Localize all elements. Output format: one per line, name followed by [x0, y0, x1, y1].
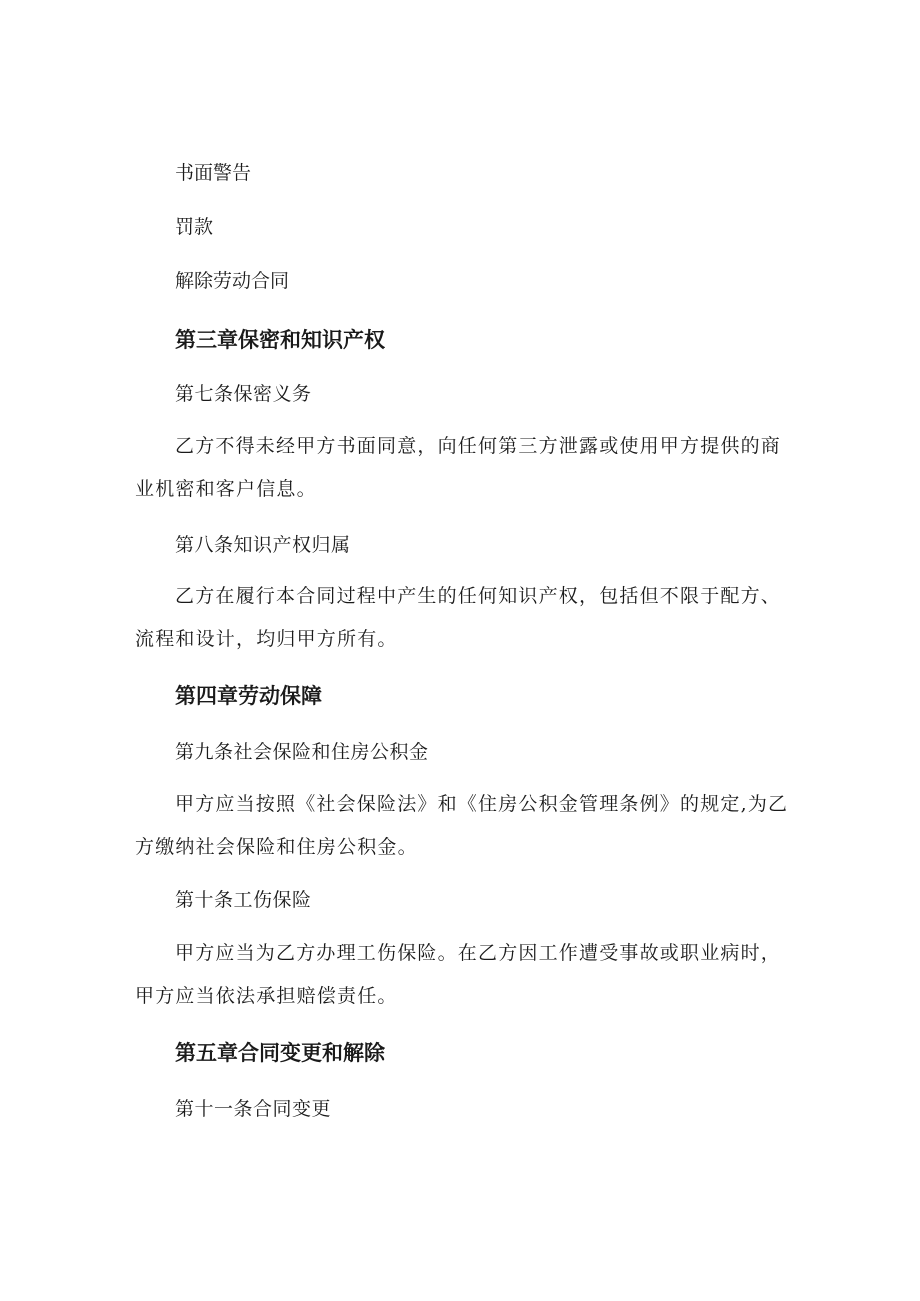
article-8-heading: 第八条知识产权归属	[175, 534, 351, 556]
list-item-fine: 罚款	[175, 216, 214, 238]
article-7-text: 乙方不得未经甲方书面同意，向任何第三方泄露或使用甲方提供的商业机密和客户信息。	[135, 435, 782, 500]
list-item-terminate-contract: 解除劳动合同	[175, 270, 290, 292]
article-10-text: 甲方应当为乙方办理工伤保险。在乙方因工作遭受事故或职业病时，甲方应当依法承担赔偿责任。	[135, 942, 782, 1007]
article-10-heading: 第十条工伤保险	[175, 889, 312, 911]
article-11-heading: 第十一条合同变更	[175, 1098, 332, 1120]
article-9-text: 甲方应当按照《社会保险法》和《住房公积金管理条例》的规定,为乙方缴纳社会保险和住房公积金。	[135, 793, 789, 858]
article-8-text: 乙方在履行本合同过程中产生的任何知识产权，包括但不限于配方、流程和设计，均归甲方所有。	[135, 585, 782, 650]
article-7-heading: 第七条保密义务	[175, 383, 312, 405]
chapter-5-heading: 第五章合同变更和解除	[175, 1041, 385, 1065]
chapter-4-heading: 第四章劳动保障	[175, 684, 322, 708]
article-9-heading: 第九条社会保险和住房公积金	[175, 741, 429, 763]
list-item-written-warning: 书面警告	[175, 162, 252, 184]
chapter-3-heading: 第三章保密和知识产权	[175, 328, 385, 352]
